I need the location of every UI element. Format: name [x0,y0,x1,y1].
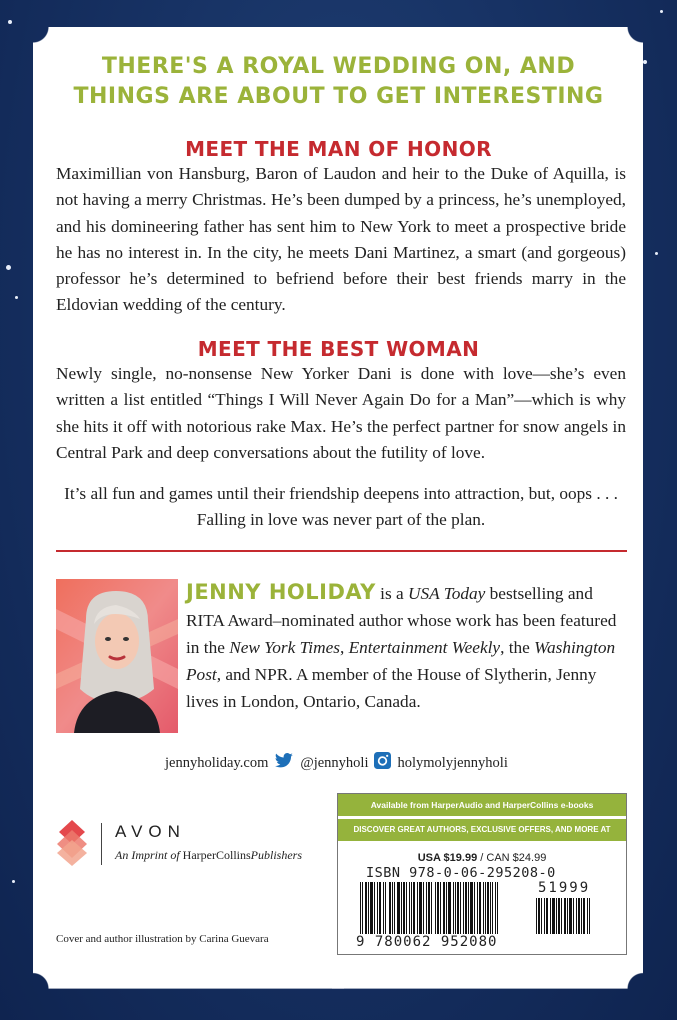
section-title-man-of-honor: MEET THE MAN OF HONOR [185,137,492,161]
section-title-best-woman: MEET THE BEST WOMAN [197,337,480,361]
star [643,60,647,64]
logo-divider [101,823,102,865]
section-body-best-woman: Newly single, no-nonsense New Yorker Dani is done with love—she’s even written a list entitled “Things I Will Never Again Do for a Man”—which is why she hits it off with notorious rake Max. He’s the perfect partner for snow angels in Central Park and deep conversations about the futility of love. [56,364,626,462]
publisher-name: AVON [115,822,186,841]
bio-text: , the [500,638,535,657]
headline [40,52,637,112]
instagram-icon [374,752,391,774]
price-usa: USA $19.99 [417,852,478,864]
headline-line-2: THINGS ARE ABOUT TO GET INTERESTING [73,84,604,109]
star [655,252,658,255]
barcode-bar [589,898,590,934]
avon-logo-icon [55,820,89,866]
star [6,265,11,270]
barcode-panel [337,793,627,955]
publisher-imprint [115,848,302,863]
author-bio [186,579,628,715]
bio-text: bestselling and RITA Award–nominated author whose work has been featured in the [186,584,617,657]
promo-band: DISCOVER GREAT AUTHORS, EXCLUSIVE OFFERS, AND MORE AT HC.COM. [338,819,626,841]
bio-emphasis: New York Times [229,638,340,657]
star [8,20,12,24]
section-divider [56,550,627,552]
bio-emphasis: USA Today [408,584,486,603]
bio-emphasis: Entertainment Weekly [348,638,501,657]
imprint-name: HarperCollins [182,848,251,862]
bio-emphasis: Washington Post [186,638,616,684]
star [12,880,15,883]
price-label [338,852,626,864]
isbn-text: ISBN 978-0-06-295208-0 [366,865,556,881]
imprint-suffix: Publishers [250,848,303,862]
social-links [165,752,508,774]
barcode-bar [497,882,498,934]
bio-text: is a [375,584,409,603]
barcode-main [360,882,498,934]
website-link[interactable]: jennyholiday.com [165,754,269,771]
tagline-line-2: Falling in love was never part of the plan. [196,510,486,529]
illustration-credit: Cover and author illustration by Carina Guevara [56,933,269,945]
bio-text: , [339,638,349,657]
barcode-addon [536,898,590,934]
bio-text: , and NPR. A member of the House of Slytherin, Jenny lives in London, Ontario, Canada. [186,665,597,711]
author-name: JENNY HOLIDAY [186,580,376,604]
star [15,296,18,299]
section-body-man-of-honor: Maximillian von Hansburg, Baron of Laudon and heir to the Duke of Aquilla, is not having a merry Christmas. He’s been dumped by a princess, he’s unemployed, and his domineering father has sent him to New York to meet a prospective bride he has no interest in. In the city, he meets Dani Martinez, a smart (and gorgeous) professor he’s determined to befriend before their best friends marry in the Eldovian wedding of the century. [56,164,626,315]
author-portrait [56,579,178,733]
headline-line-1: THERE'S A ROYAL WEDDING ON, AND [101,54,576,79]
instagram-handle[interactable]: holymolyjennyholi [397,754,508,771]
imprint-prefix: An Imprint of [115,848,183,862]
twitter-icon [274,753,294,774]
barcode-addon-digits: 51999 [538,880,591,896]
price-can: / CAN $24.99 [477,852,547,864]
tagline-line-1: It’s all fun and games until their friendship deepens into attraction, but, oops . . . [64,484,618,503]
availability-band: Available from HarperAudio and HarperCollins e-books [338,794,626,816]
barcode-digits: 9 780062 952080 [356,934,498,950]
tagline [56,481,626,533]
star [660,10,663,13]
twitter-handle[interactable]: @jennyholi [300,754,369,771]
